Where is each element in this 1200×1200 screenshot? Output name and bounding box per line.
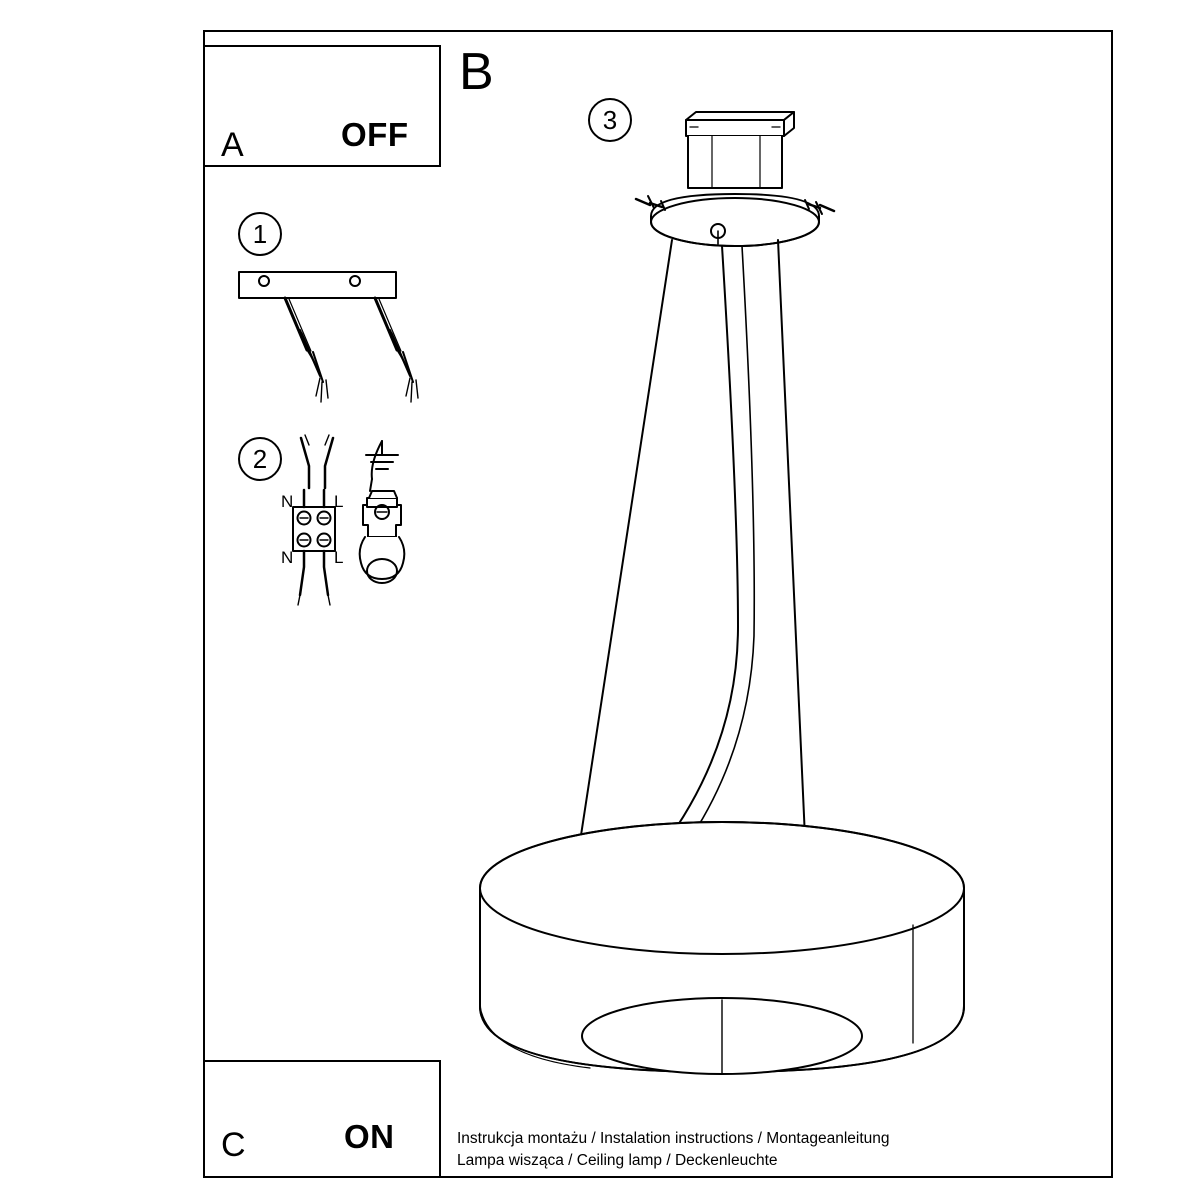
caption-title: Instrukcja montażu / Instalation instructions / Montageanleitung [457, 1130, 890, 1147]
step1-ceiling-bracket [239, 272, 418, 402]
terminal-label-l-bottom: L [334, 548, 344, 567]
step2-terminal-wiring [293, 435, 404, 605]
terminal-label-l-top: L [334, 492, 344, 511]
terminal-label-n-top: N [281, 492, 294, 511]
pendant-lamp-assembly [480, 112, 964, 1074]
power-off-label: OFF [341, 116, 409, 153]
sheet-caption [457, 1128, 890, 1173]
panel-b-letter: B [459, 43, 494, 101]
terminal-label-n-bottom: N [281, 548, 294, 567]
step-number-2: 2 [238, 437, 282, 481]
power-on-label: ON [344, 1118, 395, 1155]
panel-c-letter: C [221, 1126, 246, 1164]
step-number-1: 1 [238, 212, 282, 256]
caption-subtitle: Lampa wisząca / Ceiling lamp / Deckenleuchte [457, 1152, 778, 1170]
panel-a-letter: A [221, 126, 244, 164]
earth-ground-icon [366, 441, 398, 491]
step-number-3: 3 [588, 98, 632, 142]
